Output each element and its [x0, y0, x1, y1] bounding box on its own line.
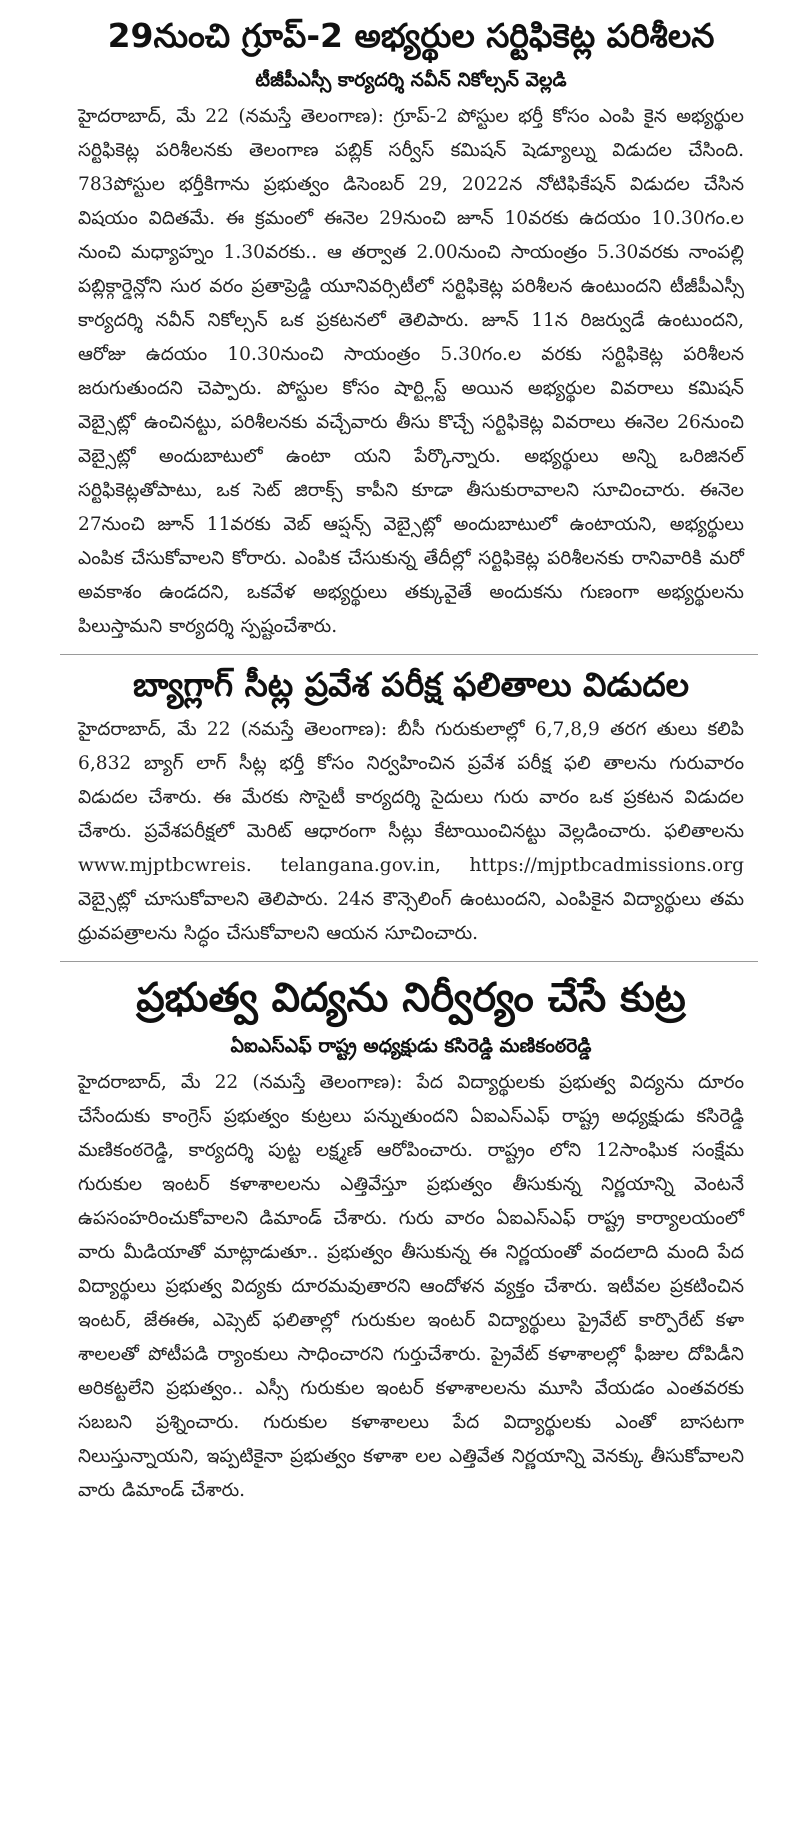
article-body: హైదరాబాద్, మే 22 (నమస్తే తెలంగాణ): పేద విద్యార్థులకు ప్రభుత్వ విద్యను దూరం చేసేందుకు కాంగ్రెస్ ప్రభుత్వం కుట్రలు పన్నుతుందని ఏఐఎస్ఎఫ్ రాష్ట్ర అధ్యక్షుడు కసిరెడ్డి మణికంఠరెడ్డి, కార్యదర్శి పుట్ట లక్ష్మణ్ ఆరోపించారు. రాష్ట్రం లోని 12సాంఘిక సంక్షేమ గురుకుల ఇంటర్ కళాశాలలను ఎత్తివేస్తూ ప్రభుత్వం తీసుకున్న నిర్ణయాన్ని వెంటనే ఉపసంహరించుకోవాలని డిమాండ్ చేశారు. గురు వారం ఏఐఎస్ఎఫ్ రాష్ట్ర కార్యాలయంలో వారు మీడియాతో మాట్లాడుతూ.. ప్రభుత్వం తీసుకున్న ఈ నిర్ణయంతో వందలాది మంది పేద విద్యార్థులు ప్రభుత్వ విద్యకు దూరమవుతారని ఆందోళన వ్యక్తం చేశారు. ఇటీవల ప్రకటించిన ఇంటర్, జేఈఈ, ఎప్సెట్ ఫలితాల్లో గురుకుల ఇంటర్ విద్యార్థులు ప్రైవేట్ కార్పొరేట్ కళా శాలలతో పోటీపడి ర్యాంకులు సాధించారని గుర్తుచేశారు. ప్రైవేట్ కళాశాలల్లో ఫీజుల దోపిడీని అరికట్టలేని ప్రభుత్వం.. ఎస్సీ గురుకుల ఇంటర్ కళాశాలలను మూసి వేయడం ఎంతవరకు సబబని ప్రశ్నించారు. గురుకుల కళాశాలలు పేద విద్యార్థులకు ఎంతో బాసటగా నిలుస్తున్నాయని, ఇప్పటికైనా ప్రభుత్వం కళాశా లల ఎత్తివేత నిర్ణయాన్ని వెనక్కు తీసుకోవాలని వారు డిమాండ్ చేశారు. — [78, 1072, 744, 1501]
article-headline: 29నుంచి గ్రూప్-2 అభ్యర్థుల సర్టిఫికెట్ల పరిశీలన — [107, 16, 715, 55]
article-body: హైదరాబాద్, మే 22 (నమస్తే తెలంగాణ): గ్రూప్-2 పోస్టుల భర్తీ కోసం ఎంపి కైన అభ్యర్థుల సర్టిఫికెట్ల పరిశీలనకు తెలంగాణ పబ్లిక్ సర్వీస్ కమిషన్ షెడ్యూల్ను విడుదల చేసింది. 783పోస్టుల భర్తీకిగాను ప్రభుత్వం డిసెంబర్ 29, 2022న నోటిఫికేషన్ విడుదల చేసిన విషయం విదితమే. ఈ క్రమంలో ఈనెల 29నుంచి జూన్ 10వరకు ఉదయం 10.30గం.ల నుంచి మధ్యాహ్నం 1.30వరకు.. ఆ తర్వాత 2.00నుంచి సాయంత్రం 5.30వరకు నాంపల్లి పబ్లిక్గార్డెన్లోని సుర వరం ప్రతాప్రెడ్డి యూనివర్సిటీలో సర్టిఫికెట్ల పరిశీలన ఉంటుందని టీజీపీఎస్సీ కార్యదర్శి నవీన్ నికోల్సన్ ఒక ప్రకటనలో తెలిపారు. జూన్ 11న రిజర్వుడే ఉంటుందని, ఆరోజు ఉదయం 10.30నుంచి సాయంత్రం 5.30గం.ల వరకు సర్టిఫికెట్ల పరిశీలన జరుగుతుందని చెప్పారు. పోస్టుల కోసం షార్ట్లిస్ట్ అయిన అభ్యర్థుల వివరాలు కమిషన్ వెబ్సైట్లో ఉంచినట్టు, పరిశీలనకు వచ్చేవారు తీసు కొచ్చే సర్టిఫికెట్ల వివరాలు ఈనెల 26నుంచి వెబ్సైట్లో అందుబాటులో ఉంటా యని పేర్కొన్నారు. అభ్యర్థులు అన్ని ఒరిజినల్ సర్టిఫికెట్లతోపాటు, ఒక సెట్ జిరాక్స్ కాపీని కూడా తీసుకురావాలని సూచించారు. ఈనెల 27నుంచి జూన్ 11వరకు వెబ్ ఆప్షన్స్ వెబ్సైట్లో అందుబాటులో ఉంటాయని, అభ్యర్థులు ఎంపిక చేసుకోవాలని కోరారు. ఎంపిక చేసుకున్న తేదీల్లో సర్టిఫికెట్ల పరిశీలనకు రానివారికి మరో అవకాశం ఉండదని, ఒకవేళ అభ్యర్థులు తక్కువైతే అందుకను గుణంగా అభ్యర్థులను పిలుస్తామని కార్యదర్శి స్పష్టంచేశారు. — [78, 106, 744, 637]
article-aisf-conspiracy — [78, 962, 744, 1508]
article-backlog-results — [78, 655, 744, 951]
article-subheadline: టీజీపీఎస్సీ కార్యదర్శి నవీన్ నికోల్సన్ వెల్లడి — [255, 69, 567, 91]
article-headline: ప్రభుత్వ విద్యను నిర్వీర్యం చేసే కుట్ర — [136, 975, 686, 1021]
article-subheadline: ఏఐఎస్ఎఫ్ రాష్ట్ర అధ్యక్షుడు కసిరెడ్డి మణికంఠరెడ్డి — [230, 1035, 592, 1057]
article-group2-certificates — [78, 0, 744, 644]
article-headline: బ్యాగ్లాగ్ సీట్ల ప్రవేశ పరీక్ష ఫలితాలు విడుదల — [132, 665, 690, 704]
article-body: హైదరాబాద్, మే 22 (నమస్తే తెలంగాణ): బీసీ గురుకులాల్లో 6,7,8,9 తరగ తులు కలిపి 6,832 బ్యాగ్ లాగ్ సీట్ల భర్తీ కోసం నిర్వహించిన ప్రవేశ పరీక్ష ఫలి తాలను గురువారం విడుదల చేశారు. ఈ మేరకు సొసైటీ కార్యదర్శి సైదులు గురు వారం ఒక ప్రకటన విడుదల చేశారు. ప్రవేశపరీక్షలో మెరిట్ ఆధారంగా సీట్లు కేటాయించినట్టు వెల్లడించారు. ఫలితాలను www.mjptbcwreis. telangana.gov.in, https://mjptbcadmissions.org వెబ్సైట్లో చూసుకోవాలని తెలిపారు. 24న కౌన్సెలింగ్ ఉంటుందని, ఎంపికైన విద్యార్థులు తమ ధ్రువపత్రాలను సిద్ధం చేసుకోవాలని ఆయన సూచించారు. — [78, 719, 744, 944]
